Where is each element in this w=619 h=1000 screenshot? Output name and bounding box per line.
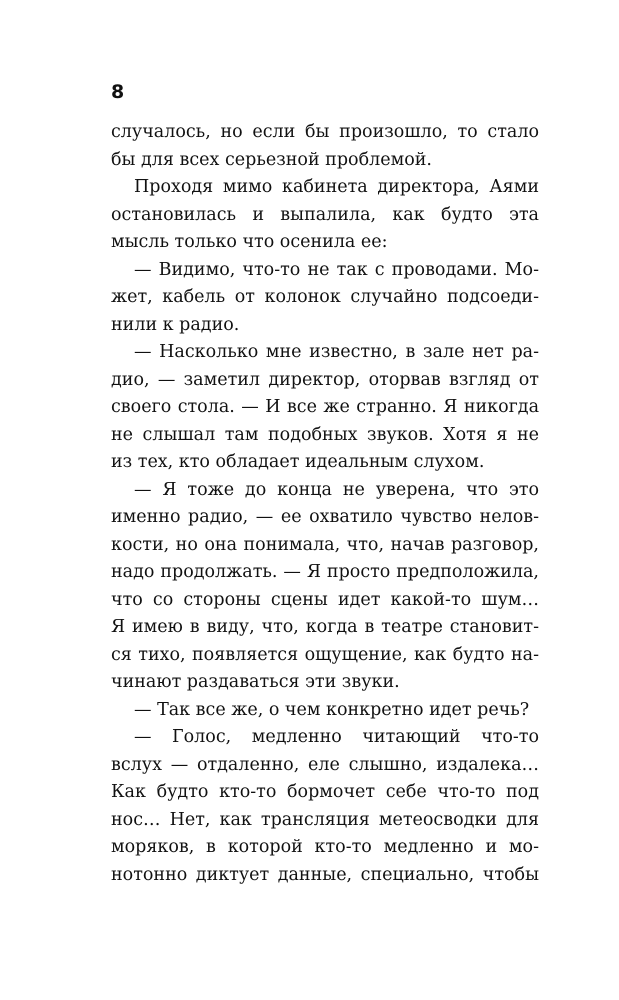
- text-line: дио, — заметил директор, оторвав взгляд от: [111, 369, 539, 390]
- text-line: своего стола. — И все же странно. Я никогда: [111, 397, 539, 417]
- text-line: нотонно диктует данные, специально, чтобы: [111, 864, 539, 885]
- text-line: моряков, в которой кто-то медленно и мо-: [111, 837, 539, 857]
- text-line: бы для всех серьезной проблемой.: [111, 149, 432, 170]
- text-line: случалось, но если бы произошло, то стало: [111, 122, 539, 142]
- text-line: чинают раздаваться эти звуки.: [111, 672, 400, 692]
- body-text: [111, 119, 539, 889]
- text-line: — Так все же, о чем конкретно идет речь?: [134, 699, 530, 720]
- text-line: Как будто кто-то бормочет себе что-то под: [111, 782, 539, 802]
- text-line: Проходя мимо кабинета директора, Аями: [134, 177, 539, 197]
- text-line: жет, кабель от колонок случайно подсоеди-: [111, 287, 539, 307]
- text-line: — Я тоже до конца не уверена, что это: [134, 479, 539, 500]
- text-line: — Насколько мне известно, в зале нет ра-: [134, 342, 539, 362]
- text-line: нили к радио.: [111, 314, 240, 335]
- text-line: что со стороны сцены идет какой-то шум…: [111, 589, 539, 610]
- page-number: 8: [111, 81, 125, 103]
- text-line: вслух — отдаленно, еле слышно, издалека…: [111, 754, 539, 775]
- text-line: из тех, кто обладает идеальным слухом.: [111, 452, 485, 472]
- text-line: — Голос, медленно читающий что-то: [134, 727, 539, 747]
- text-line: нос… Нет, как трансляция метеосводки для: [111, 809, 539, 830]
- text-line: остановилась и выпалила, как будто эта: [111, 204, 539, 225]
- text-line: мысль только что осенила ее:: [111, 232, 388, 252]
- text-line: — Видимо, что-то не так с проводами. Мо-: [134, 259, 539, 280]
- text-line: надо продолжать. — Я просто предположила,: [111, 562, 539, 582]
- text-line: кости, но она понимала, что, начав разговор,: [111, 534, 539, 555]
- text-line: не слышал там подобных звуков. Хотя я не: [111, 424, 539, 445]
- text-line: ся тихо, появляется ощущение, как будто на-: [111, 644, 539, 665]
- text-line: Я имею в виду, что, когда в театре становит-: [111, 617, 539, 637]
- text-line: именно радио, — ее охватило чувство нелов-: [111, 507, 539, 527]
